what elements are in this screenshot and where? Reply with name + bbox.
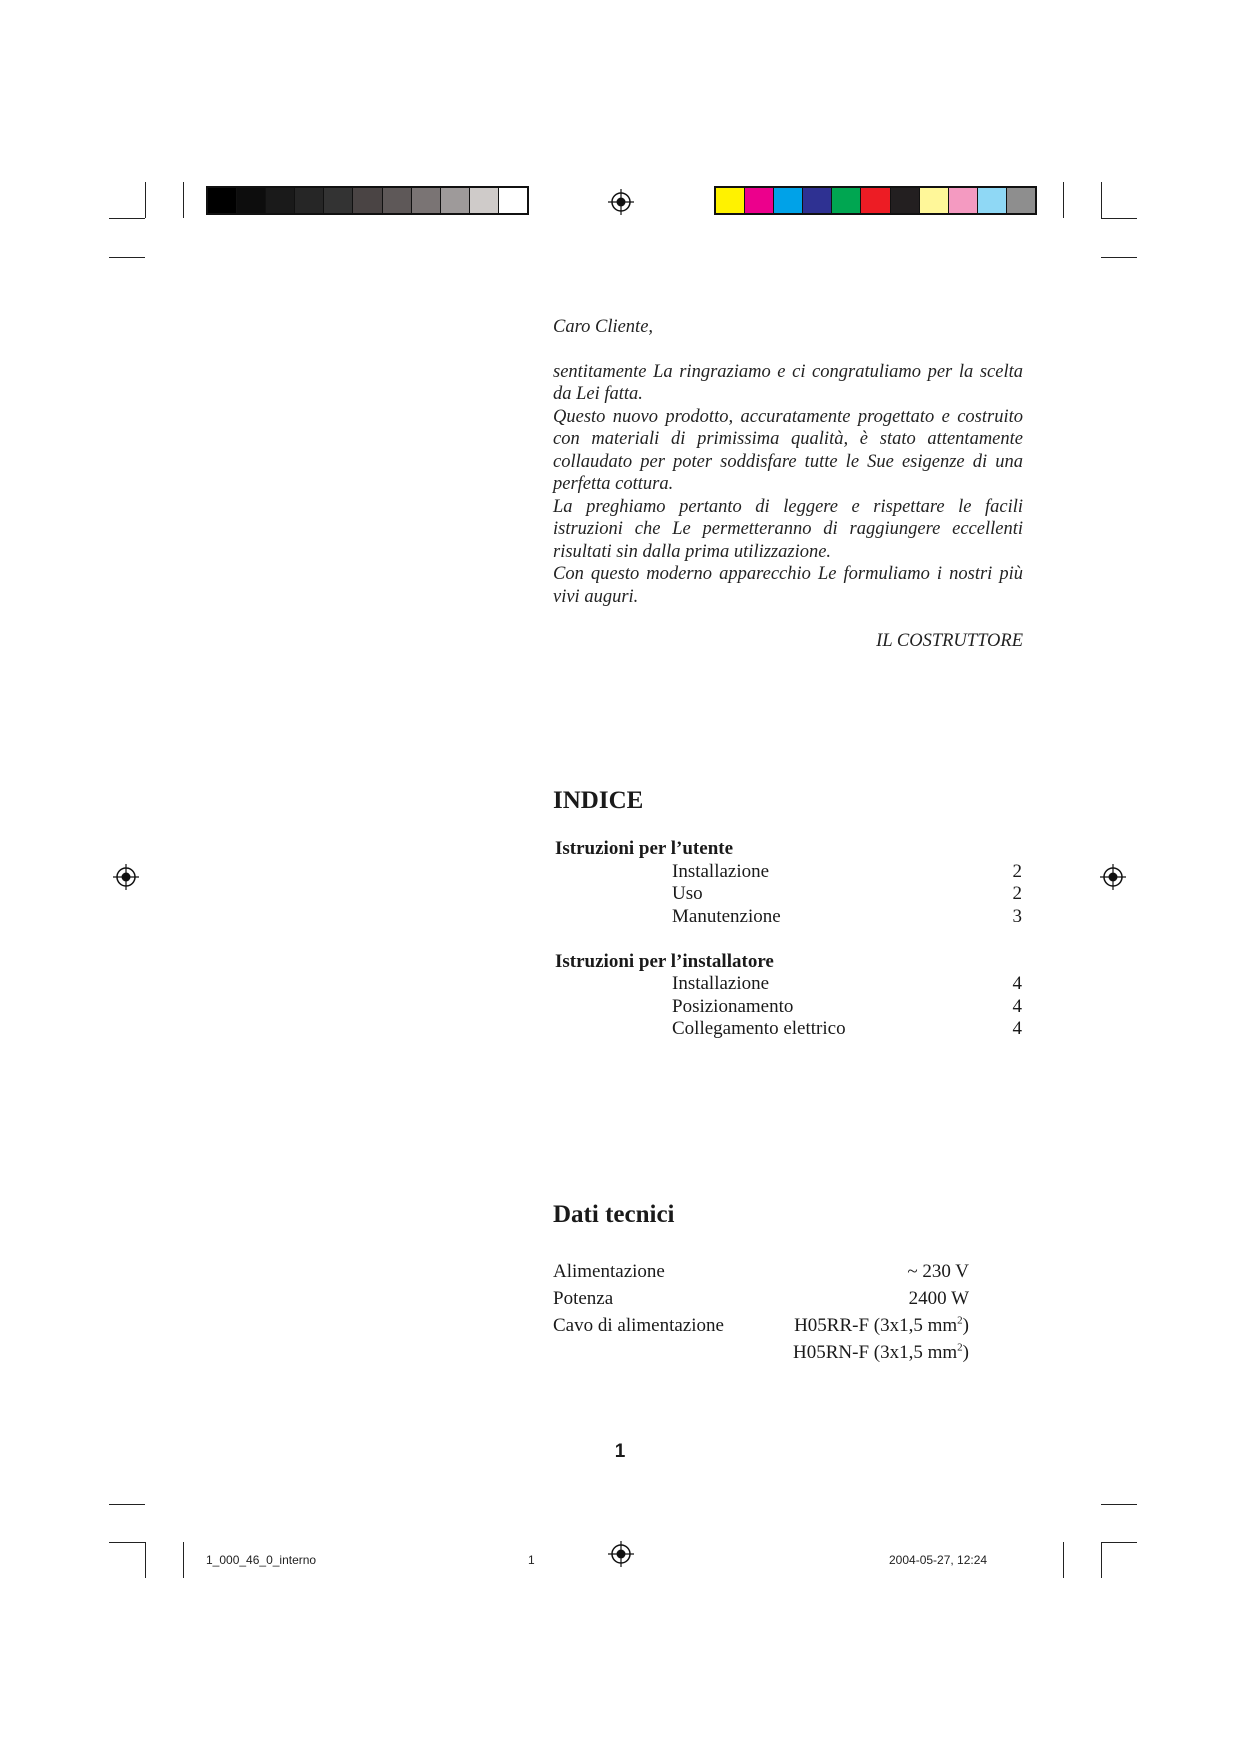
registration-mark-icon — [608, 189, 634, 215]
crop-mark — [1101, 1504, 1137, 1505]
crop-mark — [1101, 218, 1137, 219]
crop-mark — [1063, 1542, 1064, 1578]
crop-mark — [1101, 1542, 1137, 1543]
letter-paragraph: Con questo moderno apparecchio Le formuliamo i nostri più vivi auguri. — [553, 564, 1023, 607]
tech-data-value: H05RN-F (3x1,5 $mm^2$) — [793, 1341, 969, 1363]
page-number: 1 — [614, 1441, 626, 1462]
tech-data-value: ~ 230 V — [907, 1261, 969, 1282]
grayscale-swatch — [352, 188, 381, 213]
color-swatch — [1006, 188, 1035, 213]
tech-data-label: Alimentazione — [553, 1261, 665, 1282]
grayscale-color-bar — [206, 186, 529, 215]
toc-group-title: Istruzioni per l’installatore — [555, 950, 774, 972]
crop-mark — [109, 218, 145, 219]
toc-entry — [555, 973, 1022, 996]
crop-mark — [1101, 1542, 1102, 1578]
color-swatch — [716, 188, 744, 213]
toc-entry-label: Manutenzione — [672, 905, 781, 927]
grayscale-swatch — [498, 188, 527, 213]
crop-mark — [1063, 182, 1064, 218]
process-color-bar — [714, 186, 1037, 215]
toc-entry-label: Collegamento elettrico — [672, 1018, 846, 1039]
toc-group — [555, 951, 1022, 1041]
color-swatch — [948, 188, 977, 213]
crop-mark — [109, 1504, 145, 1505]
toc-group — [555, 838, 1022, 928]
letter-signature: IL COSTRUTTORE — [876, 631, 1023, 651]
toc-entry-label: Uso — [672, 883, 703, 904]
toc-entry — [555, 1018, 1022, 1041]
color-swatch — [831, 188, 860, 213]
tech-data-row — [553, 1312, 969, 1339]
grayscale-swatch — [236, 188, 265, 213]
letter-paragraph: La preghiamo pertanto di leggere e rispettare le facili istruzioni che Le permetteranno di raggiungere eccellenti risultati sin dalla prima utilizzazione. — [553, 496, 1023, 562]
color-swatch — [860, 188, 889, 213]
letter-paragraph: sentitamente La ringraziamo e ci congratuliamo per la scelta da Lei fatta. — [553, 361, 1023, 404]
tech-data-table — [553, 1258, 969, 1366]
letter-paragraph: Questo nuovo prodotto, accuratamente progettato e costruito con materiali di primissima qualità, è stato attentamente collaudato per poter soddisfare tutte le Sue esigenze di una perfetta cottura. — [553, 406, 1023, 494]
index-title: INDICE — [553, 787, 644, 814]
registration-mark-icon — [113, 864, 139, 890]
color-swatch — [919, 188, 948, 213]
toc-entry — [555, 996, 1022, 1019]
tech-data-value: 2400 W — [908, 1288, 969, 1309]
grayscale-swatch — [469, 188, 498, 213]
toc-group-title: Istruzioni per l’utente — [555, 838, 734, 859]
toc-entry-page: 4 — [1012, 995, 1022, 1017]
slug-page: 1 — [528, 1553, 535, 1567]
grayscale-swatch — [382, 188, 411, 213]
grayscale-swatch — [294, 188, 323, 213]
slug-timestamp: 2004-05-27, 12:24 — [889, 1553, 988, 1567]
toc-entry-label: Installazione — [672, 860, 770, 882]
crop-mark — [145, 1542, 146, 1578]
toc-entry-page: 4 — [1012, 973, 1022, 994]
color-swatch — [744, 188, 773, 213]
tech-data-value: H05RR-F (3x1,5 $mm^2$) — [794, 1314, 969, 1336]
tech-data-label: Potenza — [553, 1288, 614, 1309]
toc-entry-page: 2 — [1012, 883, 1022, 904]
toc-entry — [555, 861, 1022, 884]
crop-mark — [1101, 182, 1102, 218]
tech-data-row — [553, 1339, 969, 1366]
slug-filename: 1_000_46_0_interno — [206, 1553, 317, 1567]
crop-mark — [109, 257, 145, 258]
toc-entry-page: 4 — [1012, 1018, 1022, 1039]
color-swatch — [802, 188, 831, 213]
customer-letter — [553, 316, 1023, 653]
toc-entry — [555, 906, 1022, 929]
color-swatch — [890, 188, 919, 213]
crop-mark — [1101, 257, 1137, 258]
toc-entry-page: 2 — [1012, 860, 1022, 882]
grayscale-swatch — [323, 188, 352, 213]
grayscale-swatch — [411, 188, 440, 213]
grayscale-swatch — [265, 188, 294, 213]
toc-entry-label: Installazione — [672, 973, 770, 994]
crop-mark — [183, 1542, 184, 1578]
toc-entry-page: 3 — [1012, 905, 1022, 927]
crop-mark — [109, 1542, 145, 1543]
tech-data-label: Cavo di alimentazione — [553, 1315, 724, 1336]
registration-mark-icon — [1100, 864, 1126, 890]
crop-mark — [145, 182, 146, 218]
registration-mark-icon — [608, 1541, 634, 1567]
crop-mark — [183, 182, 184, 218]
tech-data-row — [553, 1258, 969, 1285]
tech-data-row — [553, 1285, 969, 1312]
letter-greeting: Caro Cliente, — [553, 317, 654, 337]
grayscale-swatch — [440, 188, 469, 213]
table-of-contents — [555, 838, 1022, 1041]
toc-entry — [555, 883, 1022, 906]
toc-entry-label: Posizionamento — [672, 995, 794, 1017]
grayscale-swatch — [208, 188, 236, 213]
color-swatch — [773, 188, 802, 213]
tech-data-title: Dati tecnici — [553, 1201, 675, 1228]
color-swatch — [977, 188, 1006, 213]
